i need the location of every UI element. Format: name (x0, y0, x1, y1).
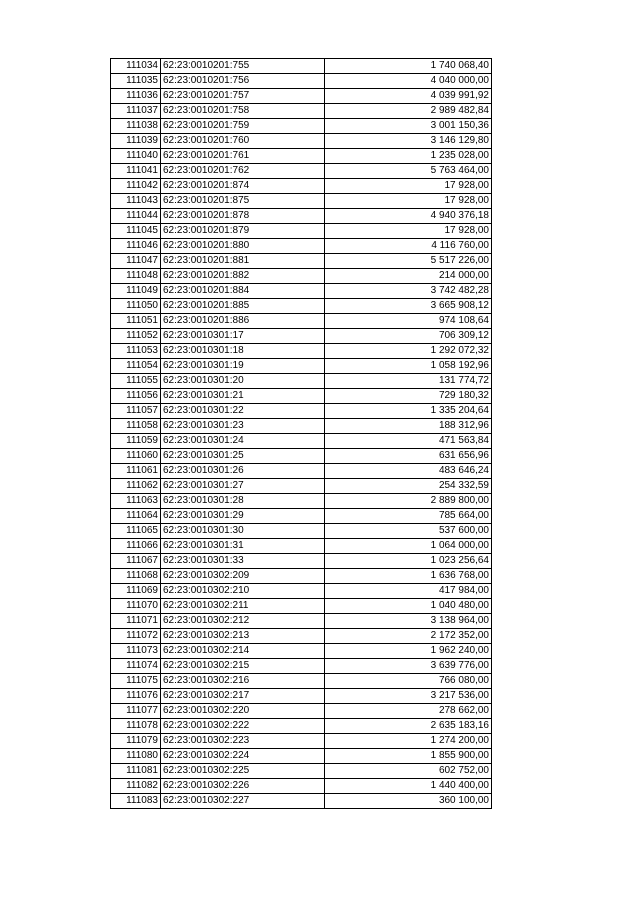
row-number-cell: 111060 (111, 449, 161, 464)
table-row (111, 659, 492, 674)
cadastral-value-cell: 706 309,12 (325, 329, 492, 344)
row-number-cell: 111083 (111, 794, 161, 809)
cadastral-value-cell: 5 517 226,00 (325, 254, 492, 269)
cadastral-value-cell: 2 889 800,00 (325, 494, 492, 509)
table-row (111, 344, 492, 359)
row-number-cell: 111075 (111, 674, 161, 689)
cadastral-value-cell: 483 646,24 (325, 464, 492, 479)
row-number-cell: 111076 (111, 689, 161, 704)
table-row (111, 689, 492, 704)
table-row (111, 719, 492, 734)
table-row (111, 464, 492, 479)
cadastral-value-cell: 785 664,00 (325, 509, 492, 524)
row-number-cell: 111041 (111, 164, 161, 179)
row-number-cell: 111068 (111, 569, 161, 584)
table-row (111, 509, 492, 524)
row-number-cell: 111061 (111, 464, 161, 479)
cadastral-number-cell: 62:23:0010201:874 (161, 179, 325, 194)
cadastral-number-cell: 62:23:0010301:25 (161, 449, 325, 464)
cadastral-value-table (110, 58, 492, 809)
cadastral-value-cell: 2 172 352,00 (325, 629, 492, 644)
cadastral-value-cell: 360 100,00 (325, 794, 492, 809)
cadastral-value-cell: 1 058 192,96 (325, 359, 492, 374)
row-number-cell: 111066 (111, 539, 161, 554)
cadastral-number-cell: 62:23:0010301:21 (161, 389, 325, 404)
cadastral-number-cell: 62:23:0010301:17 (161, 329, 325, 344)
table-row (111, 749, 492, 764)
cadastral-number-cell: 62:23:0010201:758 (161, 104, 325, 119)
row-number-cell: 111074 (111, 659, 161, 674)
cadastral-value-cell: 1 235 028,00 (325, 149, 492, 164)
cadastral-number-cell: 62:23:0010302:212 (161, 614, 325, 629)
table-row (111, 104, 492, 119)
table-row (111, 569, 492, 584)
row-number-cell: 111055 (111, 374, 161, 389)
table-row (111, 374, 492, 389)
cadastral-number-cell: 62:23:0010301:24 (161, 434, 325, 449)
row-number-cell: 111059 (111, 434, 161, 449)
row-number-cell: 111056 (111, 389, 161, 404)
cadastral-value-cell: 1 274 200,00 (325, 734, 492, 749)
table-row (111, 404, 492, 419)
cadastral-number-cell: 62:23:0010201:760 (161, 134, 325, 149)
row-number-cell: 111044 (111, 209, 161, 224)
cadastral-value-cell: 537 600,00 (325, 524, 492, 539)
row-number-cell: 111051 (111, 314, 161, 329)
cadastral-value-cell: 417 984,00 (325, 584, 492, 599)
cadastral-number-cell: 62:23:0010201:881 (161, 254, 325, 269)
row-number-cell: 111036 (111, 89, 161, 104)
row-number-cell: 111054 (111, 359, 161, 374)
table-row (111, 419, 492, 434)
table-row (111, 359, 492, 374)
row-number-cell: 111049 (111, 284, 161, 299)
row-number-cell: 111045 (111, 224, 161, 239)
cadastral-number-cell: 62:23:0010302:227 (161, 794, 325, 809)
row-number-cell: 111035 (111, 74, 161, 89)
table-row (111, 794, 492, 809)
cadastral-number-cell: 62:23:0010302:213 (161, 629, 325, 644)
cadastral-value-cell: 1 040 480,00 (325, 599, 492, 614)
table-row (111, 164, 492, 179)
table-row (111, 209, 492, 224)
row-number-cell: 111082 (111, 779, 161, 794)
row-number-cell: 111058 (111, 419, 161, 434)
row-number-cell: 111080 (111, 749, 161, 764)
cadastral-number-cell: 62:23:0010302:209 (161, 569, 325, 584)
table-row (111, 149, 492, 164)
cadastral-number-cell: 62:23:0010201:762 (161, 164, 325, 179)
cadastral-value-cell: 1 440 400,00 (325, 779, 492, 794)
cadastral-value-cell: 17 928,00 (325, 194, 492, 209)
cadastral-value-cell: 5 763 464,00 (325, 164, 492, 179)
cadastral-value-cell: 2 989 482,84 (325, 104, 492, 119)
row-number-cell: 111073 (111, 644, 161, 659)
table-row (111, 494, 492, 509)
cadastral-value-cell: 4 940 376,18 (325, 209, 492, 224)
row-number-cell: 111057 (111, 404, 161, 419)
table-row (111, 269, 492, 284)
row-number-cell: 111038 (111, 119, 161, 134)
cadastral-value-cell: 471 563,84 (325, 434, 492, 449)
cadastral-value-cell: 17 928,00 (325, 179, 492, 194)
cadastral-value-cell: 3 138 964,00 (325, 614, 492, 629)
row-number-cell: 111039 (111, 134, 161, 149)
table-row (111, 779, 492, 794)
document-page (110, 58, 491, 809)
row-number-cell: 111067 (111, 554, 161, 569)
cadastral-number-cell: 62:23:0010201:759 (161, 119, 325, 134)
cadastral-number-cell: 62:23:0010301:27 (161, 479, 325, 494)
cadastral-value-cell: 3 146 129,80 (325, 134, 492, 149)
table-row (111, 539, 492, 554)
table-row (111, 329, 492, 344)
cadastral-value-cell: 188 312,96 (325, 419, 492, 434)
cadastral-number-cell: 62:23:0010201:878 (161, 209, 325, 224)
cadastral-number-cell: 62:23:0010302:224 (161, 749, 325, 764)
cadastral-value-cell: 2 635 183,16 (325, 719, 492, 734)
table-row (111, 119, 492, 134)
cadastral-value-cell: 254 332,59 (325, 479, 492, 494)
cadastral-value-cell: 3 001 150,36 (325, 119, 492, 134)
cadastral-number-cell: 62:23:0010301:22 (161, 404, 325, 419)
row-number-cell: 111081 (111, 764, 161, 779)
cadastral-value-cell: 4 039 991,92 (325, 89, 492, 104)
cadastral-number-cell: 62:23:0010302:217 (161, 689, 325, 704)
table-row (111, 89, 492, 104)
cadastral-number-cell: 62:23:0010302:225 (161, 764, 325, 779)
table-row (111, 614, 492, 629)
row-number-cell: 111040 (111, 149, 161, 164)
cadastral-value-cell: 1 335 204,64 (325, 404, 492, 419)
cadastral-number-cell: 62:23:0010302:210 (161, 584, 325, 599)
table-row (111, 59, 492, 74)
row-number-cell: 111048 (111, 269, 161, 284)
cadastral-number-cell: 62:23:0010201:875 (161, 194, 325, 209)
row-number-cell: 111065 (111, 524, 161, 539)
cadastral-number-cell: 62:23:0010301:19 (161, 359, 325, 374)
table-row (111, 674, 492, 689)
cadastral-number-cell: 62:23:0010302:215 (161, 659, 325, 674)
cadastral-value-cell: 766 080,00 (325, 674, 492, 689)
table-row (111, 704, 492, 719)
table-row (111, 554, 492, 569)
row-number-cell: 111050 (111, 299, 161, 314)
cadastral-number-cell: 62:23:0010201:756 (161, 74, 325, 89)
cadastral-number-cell: 62:23:0010302:216 (161, 674, 325, 689)
row-number-cell: 111072 (111, 629, 161, 644)
row-number-cell: 111043 (111, 194, 161, 209)
cadastral-number-cell: 62:23:0010301:18 (161, 344, 325, 359)
table-row (111, 479, 492, 494)
cadastral-number-cell: 62:23:0010302:211 (161, 599, 325, 614)
cadastral-number-cell: 62:23:0010302:214 (161, 644, 325, 659)
row-number-cell: 111071 (111, 614, 161, 629)
table-row (111, 179, 492, 194)
cadastral-number-cell: 62:23:0010201:880 (161, 239, 325, 254)
cadastral-value-cell: 1 292 072,32 (325, 344, 492, 359)
table-row (111, 314, 492, 329)
cadastral-number-cell: 62:23:0010201:761 (161, 149, 325, 164)
table-row (111, 644, 492, 659)
cadastral-number-cell: 62:23:0010302:220 (161, 704, 325, 719)
row-number-cell: 111047 (111, 254, 161, 269)
table-row (111, 224, 492, 239)
cadastral-value-cell: 131 774,72 (325, 374, 492, 389)
row-number-cell: 111078 (111, 719, 161, 734)
table-row (111, 284, 492, 299)
row-number-cell: 111042 (111, 179, 161, 194)
row-number-cell: 111062 (111, 479, 161, 494)
table-row (111, 524, 492, 539)
row-number-cell: 111064 (111, 509, 161, 524)
cadastral-value-cell: 1 855 900,00 (325, 749, 492, 764)
cadastral-number-cell: 62:23:0010201:757 (161, 89, 325, 104)
table-row (111, 734, 492, 749)
cadastral-value-cell: 3 639 776,00 (325, 659, 492, 674)
table-row (111, 434, 492, 449)
row-number-cell: 111053 (111, 344, 161, 359)
cadastral-value-cell: 3 665 908,12 (325, 299, 492, 314)
cadastral-number-cell: 62:23:0010301:29 (161, 509, 325, 524)
cadastral-value-cell: 1 962 240,00 (325, 644, 492, 659)
row-number-cell: 111046 (111, 239, 161, 254)
cadastral-number-cell: 62:23:0010301:30 (161, 524, 325, 539)
cadastral-number-cell: 62:23:0010301:26 (161, 464, 325, 479)
row-number-cell: 111077 (111, 704, 161, 719)
cadastral-number-cell: 62:23:0010301:31 (161, 539, 325, 554)
table-row (111, 254, 492, 269)
cadastral-value-cell: 17 928,00 (325, 224, 492, 239)
row-number-cell: 111052 (111, 329, 161, 344)
cadastral-number-cell: 62:23:0010301:20 (161, 374, 325, 389)
table-row (111, 389, 492, 404)
cadastral-value-cell: 1 023 256,64 (325, 554, 492, 569)
table-row (111, 599, 492, 614)
cadastral-value-cell: 4 040 000,00 (325, 74, 492, 89)
table-row (111, 764, 492, 779)
cadastral-value-cell: 602 752,00 (325, 764, 492, 779)
table-row (111, 629, 492, 644)
row-number-cell: 111069 (111, 584, 161, 599)
cadastral-value-cell: 214 000,00 (325, 269, 492, 284)
table-row (111, 299, 492, 314)
cadastral-value-cell: 278 662,00 (325, 704, 492, 719)
row-number-cell: 111037 (111, 104, 161, 119)
cadastral-value-cell: 3 217 536,00 (325, 689, 492, 704)
row-number-cell: 111034 (111, 59, 161, 74)
cadastral-value-cell: 631 656,96 (325, 449, 492, 464)
cadastral-number-cell: 62:23:0010301:33 (161, 554, 325, 569)
table-row (111, 239, 492, 254)
table-row (111, 134, 492, 149)
cadastral-number-cell: 62:23:0010302:223 (161, 734, 325, 749)
row-number-cell: 111070 (111, 599, 161, 614)
cadastral-number-cell: 62:23:0010201:885 (161, 299, 325, 314)
table-body (111, 59, 492, 809)
table-row (111, 194, 492, 209)
cadastral-number-cell: 62:23:0010201:886 (161, 314, 325, 329)
table-row (111, 449, 492, 464)
cadastral-value-cell: 1 740 068,40 (325, 59, 492, 74)
cadastral-value-cell: 974 108,64 (325, 314, 492, 329)
cadastral-value-cell: 1 636 768,00 (325, 569, 492, 584)
cadastral-number-cell: 62:23:0010301:23 (161, 419, 325, 434)
cadastral-number-cell: 62:23:0010201:884 (161, 284, 325, 299)
cadastral-number-cell: 62:23:0010301:28 (161, 494, 325, 509)
cadastral-value-cell: 729 180,32 (325, 389, 492, 404)
row-number-cell: 111079 (111, 734, 161, 749)
cadastral-value-cell: 1 064 000,00 (325, 539, 492, 554)
cadastral-number-cell: 62:23:0010201:882 (161, 269, 325, 284)
cadastral-number-cell: 62:23:0010302:222 (161, 719, 325, 734)
cadastral-number-cell: 62:23:0010201:755 (161, 59, 325, 74)
cadastral-value-cell: 3 742 482,28 (325, 284, 492, 299)
table-row (111, 584, 492, 599)
row-number-cell: 111063 (111, 494, 161, 509)
cadastral-number-cell: 62:23:0010201:879 (161, 224, 325, 239)
cadastral-number-cell: 62:23:0010302:226 (161, 779, 325, 794)
cadastral-value-cell: 4 116 760,00 (325, 239, 492, 254)
table-row (111, 74, 492, 89)
